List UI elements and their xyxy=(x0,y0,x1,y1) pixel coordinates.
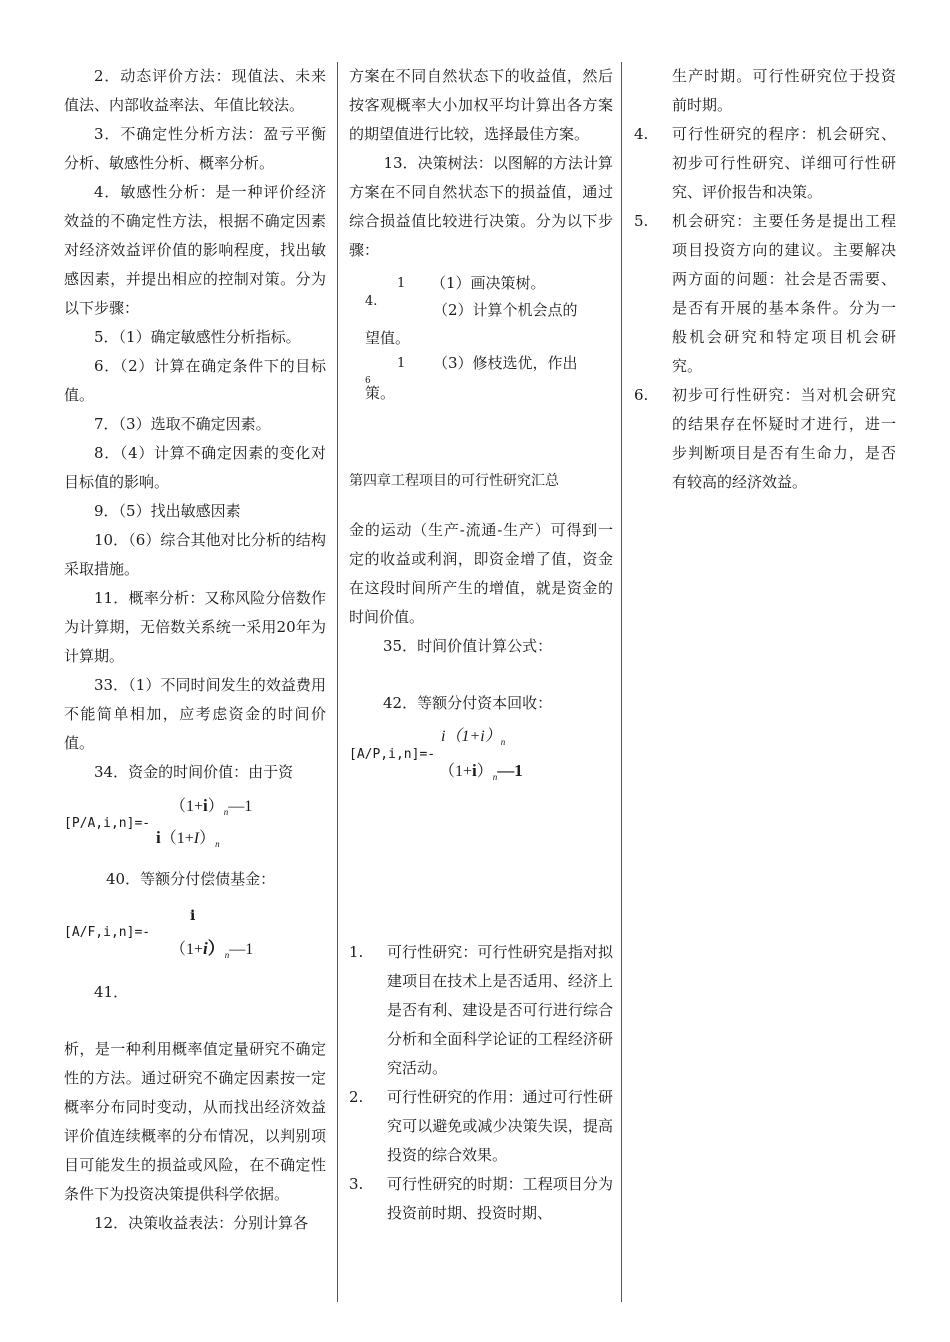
paragraph-7: 7．（3）选取不确定因素。 xyxy=(94,415,271,433)
paragraph-40: 40．等额分付偿债基金： xyxy=(106,870,276,888)
chapter-title: 第四章工程项目的可行性研究汇总 xyxy=(349,473,559,489)
pa-num-minus: —1 xyxy=(228,798,253,815)
column-divider-right xyxy=(621,62,622,1302)
step-mark-1: 1 xyxy=(397,276,406,291)
ap-den-exp: n xyxy=(492,772,498,783)
spacer xyxy=(64,1007,326,1035)
af-den-part: （1+ xyxy=(170,941,204,958)
list-item-2 xyxy=(349,1083,613,1170)
ap-num-part: （1+ xyxy=(445,728,481,745)
column-3 xyxy=(634,62,896,497)
paragraph-13: 13．决策树法：以图解的方法计算方案在不同自然状态下的损益值，通过综合损益值比较进行决策。分为以下步骤： xyxy=(349,154,613,259)
list-item-number: 5. xyxy=(634,212,649,230)
step-mark-1b: 1 xyxy=(397,356,406,371)
paragraph-4: 4．敏感性分析：是一种评价经济效益的不确定性方法，根据不确定因素对经济效益评价值的影响程度，找出敏感因素，并提出相应的控制对策。分为以下步骤： xyxy=(64,183,326,317)
ap-den-i: i xyxy=(472,761,477,780)
paragraph-5: 5．（1）确定敏感性分析指标。 xyxy=(94,328,301,346)
list-item-number: 3. xyxy=(349,1175,364,1193)
pa-num-i: i xyxy=(203,796,208,815)
ap-den-part: （1+ xyxy=(439,763,473,780)
spacer xyxy=(349,661,613,689)
af-denominator xyxy=(170,934,253,970)
pa-den-I: I xyxy=(193,830,200,847)
paragraph-33: 33．（1）不同时间发生的效益费用不能简单相加，应考虑资金的时间价值。 xyxy=(64,676,326,752)
formula-a-f xyxy=(64,894,326,974)
paragraph-8: 8．（4）计算不确定因素的变化对目标值的影响。 xyxy=(64,444,326,491)
list-item-number: 4. xyxy=(634,125,649,143)
spacer xyxy=(349,496,613,516)
paragraph-2: 2．动态评价方法：现值法、未来值法、内部收益率法、年值比较法。 xyxy=(64,67,326,114)
step-mark-4: 4. xyxy=(365,294,378,309)
formula-p-a xyxy=(64,787,326,861)
af-den-close: ） xyxy=(207,939,225,958)
ap-num-exp: n xyxy=(500,737,506,748)
list-item-text: 可行性研究：可行性研究是指对拟建项目在技术上是否适用、经济上是否有利、建设是否可行进行综合分析和全面科学论证的工程经济研究活动。 xyxy=(387,943,613,1077)
pa-numerator xyxy=(170,791,252,827)
paragraph-35: 35．时间价值计算公式： xyxy=(383,637,553,655)
paragraph-12-cont: 方案在不同自然状态下的收益值，然后按客观概率大小加权平均计算出各方案的期望值进行比较，选择最佳方案。 xyxy=(349,67,613,143)
pa-den-close: ） xyxy=(199,830,216,847)
pa-den-i: i xyxy=(156,828,161,847)
step-text-3: （3）修枝选优，作出 xyxy=(433,354,578,372)
ap-denominator xyxy=(439,756,523,792)
pa-denominator xyxy=(156,823,220,859)
ap-den-close: ） xyxy=(476,763,493,780)
step-text-1: （1）画决策树。 xyxy=(431,274,546,292)
column-2 xyxy=(349,62,613,1228)
paragraph-3: 3．不确定性分析方法：盈亏平衡分析、敏感性分析、概率分析。 xyxy=(64,125,326,172)
formula-a-p xyxy=(349,718,613,792)
step-text-3-cont: 策。 xyxy=(365,384,396,402)
ap-num-i2: i xyxy=(480,728,485,745)
pa-den-exp: n xyxy=(215,839,220,850)
pa-num-exp: n xyxy=(223,807,229,818)
af-den-minus: —1 xyxy=(229,941,254,958)
column-divider-left xyxy=(337,62,338,1302)
list-item-3 xyxy=(349,1170,613,1228)
paragraph-3-cont: 生产时期。可行性研究位于投资前时期。 xyxy=(672,67,896,114)
list-item-number: 1. xyxy=(349,943,364,961)
step-mark-6: 6 xyxy=(365,376,371,386)
af-den-exp: n xyxy=(224,950,230,961)
pa-den-part: （1+ xyxy=(160,830,194,847)
list-item-number: 6. xyxy=(634,386,649,404)
decision-tree-steps xyxy=(349,269,613,405)
step-text-2: （2）计算个机会点的 xyxy=(433,301,578,319)
pa-num-close: ） xyxy=(207,798,224,815)
paragraph-6: 6．（2）计算在确定条件下的目标值。 xyxy=(64,357,326,404)
paragraph-41-body: 析，是一种利用概率值定量研究不确定性的方法。通过研究不确定因素按一定概率分布同时变动，从而找出经济效益评价值连续概率的分布情况，以判别项目可能发生的损益或风险，在不确定性条件下为投资决策提供科学依据。 xyxy=(64,1040,326,1203)
ap-num-close: ） xyxy=(484,728,501,745)
list-item-text: 可行性研究的程序：机会研究、初步可行性研究、详细可行性研究、评价报告和决策。 xyxy=(672,125,896,201)
paragraph-11: 11．概率分析：又称风险分倍数作为计算期，无倍数关系统一采用20年为计算期。 xyxy=(64,589,326,665)
list-item-text: 可行性研究的作用：通过可行性研究可以避免或减少决策失误，提高投资的综合效果。 xyxy=(387,1088,613,1164)
ap-num-i: i xyxy=(441,728,446,745)
list-item-1 xyxy=(349,938,613,1083)
af-numerator: i xyxy=(190,908,196,924)
list-item-text: 可行性研究的时期：工程项目分为投资前时期、投资时期、 xyxy=(387,1175,613,1222)
pa-num-part: （1+ xyxy=(170,798,204,815)
paragraph-fund-motion: 金的运动（生产-流通-生产）可得到一定的收益或利润，即资金增了值，资金在这段时间所产生的增值，就是资金的时间价值。 xyxy=(349,521,613,626)
paragraph-12: 12．决策收益表法：分别计算各 xyxy=(94,1214,309,1232)
column-1 xyxy=(64,62,326,1238)
ap-label: [A/P,i,n]=- xyxy=(349,747,436,762)
ap-numerator xyxy=(441,722,505,757)
paragraph-41: 41． xyxy=(94,983,129,1001)
list-item-text: 初步可行性研究：当对机会研究的结果存在怀疑时才进行，进一步判断项目是否有生命力，是否有较高的经济效益。 xyxy=(672,386,896,491)
list-item-5 xyxy=(634,207,896,381)
spacer xyxy=(349,792,613,938)
spacer xyxy=(349,405,613,467)
list-item-4 xyxy=(634,120,896,207)
list-item-number: 2. xyxy=(349,1088,364,1106)
paragraph-34: 34．资金的时间价值：由于资 xyxy=(94,763,294,781)
list-item-text: 机会研究：主要任务是提出工程项目投资方向的建议。主要解决两方面的问题：社会是否需要、是否有开展的基本条件。分为一般机会研究和特定项目机会研究。 xyxy=(672,212,896,375)
list-item-6 xyxy=(634,381,896,497)
ap-den-minus: —1 xyxy=(497,761,523,780)
af-den-i: i xyxy=(203,939,208,958)
step-text-2-cont: 望值。 xyxy=(365,329,411,347)
paragraph-9: 9．（5）找出敏感因素 xyxy=(94,502,241,520)
paragraph-10: 10．（6）综合其他对比分析的结构采取措施。 xyxy=(64,531,326,578)
pa-label: [P/A,i,n]=- xyxy=(64,816,151,831)
paragraph-42: 42．等额分付资本回收： xyxy=(383,694,553,712)
af-label: [A/F,i,n]=- xyxy=(64,925,151,940)
